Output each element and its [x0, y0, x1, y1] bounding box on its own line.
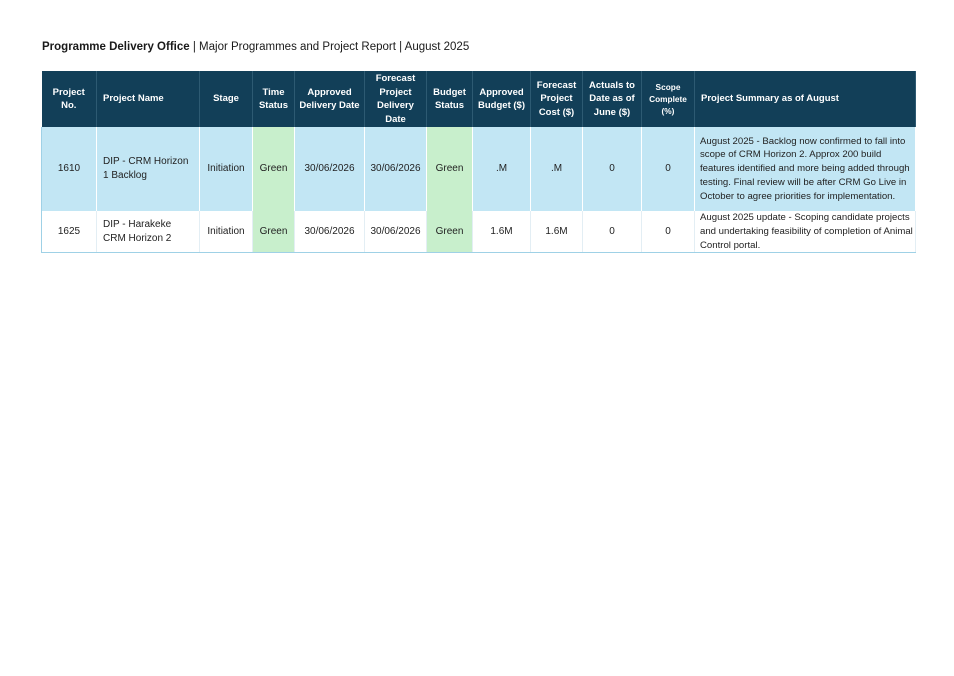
report-org: Programme Delivery Office: [42, 41, 190, 53]
cell-budget-status: Green: [427, 127, 473, 211]
cell-time-status: Green: [253, 127, 295, 211]
header-stage: Stage: [200, 71, 253, 127]
header-scope-complete: Scope Complete (%): [642, 71, 695, 127]
report-subtitle: Major Programmes and Project Report | August 2025: [199, 41, 470, 53]
cell-summary: August 2025 - Backlog now confirmed to fall into scope of CRM Horizon 2. Approx 200 build features identified and more being added through testing. Final review will be after CRM Go Live in October to agree priorities for implementation.: [695, 127, 916, 211]
cell-approved-budget: .M: [473, 127, 531, 211]
table-row: [42, 127, 916, 211]
title-separator: |: [189, 41, 200, 53]
header-project-no: Project No.: [42, 71, 97, 127]
cell-time-status: Green: [253, 211, 295, 253]
header-forecast-cost: Forecast Project Cost ($): [531, 71, 583, 127]
report-title: [42, 41, 469, 53]
table-header-row: [42, 71, 916, 127]
header-forecast-delivery-date: Forecast Project Delivery Date: [365, 71, 427, 127]
cell-stage: Initiation: [200, 211, 253, 253]
cell-project-name: DIP - Harakeke CRM Horizon 2: [97, 211, 200, 253]
cell-approved-delivery-date: 30/06/2026: [295, 211, 365, 253]
header-approved-budget: Approved Budget ($): [473, 71, 531, 127]
header-approved-delivery-date: Approved Delivery Date: [295, 71, 365, 127]
header-summary: Project Summary as of August: [695, 71, 916, 127]
cell-stage: Initiation: [200, 127, 253, 211]
cell-summary: August 2025 update - Scoping candidate projects and undertaking feasibility of completion of Animal Control portal.: [695, 211, 916, 253]
cell-forecast-delivery-date: 30/06/2026: [365, 127, 427, 211]
cell-project-no: 1625: [42, 211, 97, 253]
cell-forecast-delivery-date: 30/06/2026: [365, 211, 427, 253]
cell-project-no: 1610: [42, 127, 97, 211]
table-row: [42, 211, 916, 253]
header-project-name: Project Name: [97, 71, 200, 127]
cell-project-name: DIP - CRM Horizon 1 Backlog: [97, 127, 200, 211]
cell-approved-delivery-date: 30/06/2026: [295, 127, 365, 211]
project-report-table: [41, 71, 916, 253]
cell-actuals: 0: [583, 211, 642, 253]
header-actuals: Actuals to Date as of June ($): [583, 71, 642, 127]
cell-approved-budget: 1.6M: [473, 211, 531, 253]
cell-forecast-cost: .M: [531, 127, 583, 211]
header-time-status: Time Status: [253, 71, 295, 127]
cell-scope-complete: 0: [642, 211, 695, 253]
header-budget-status: Budget Status: [427, 71, 473, 127]
cell-forecast-cost: 1.6M: [531, 211, 583, 253]
cell-scope-complete: 0: [642, 127, 695, 211]
cell-budget-status: Green: [427, 211, 473, 253]
cell-actuals: 0: [583, 127, 642, 211]
